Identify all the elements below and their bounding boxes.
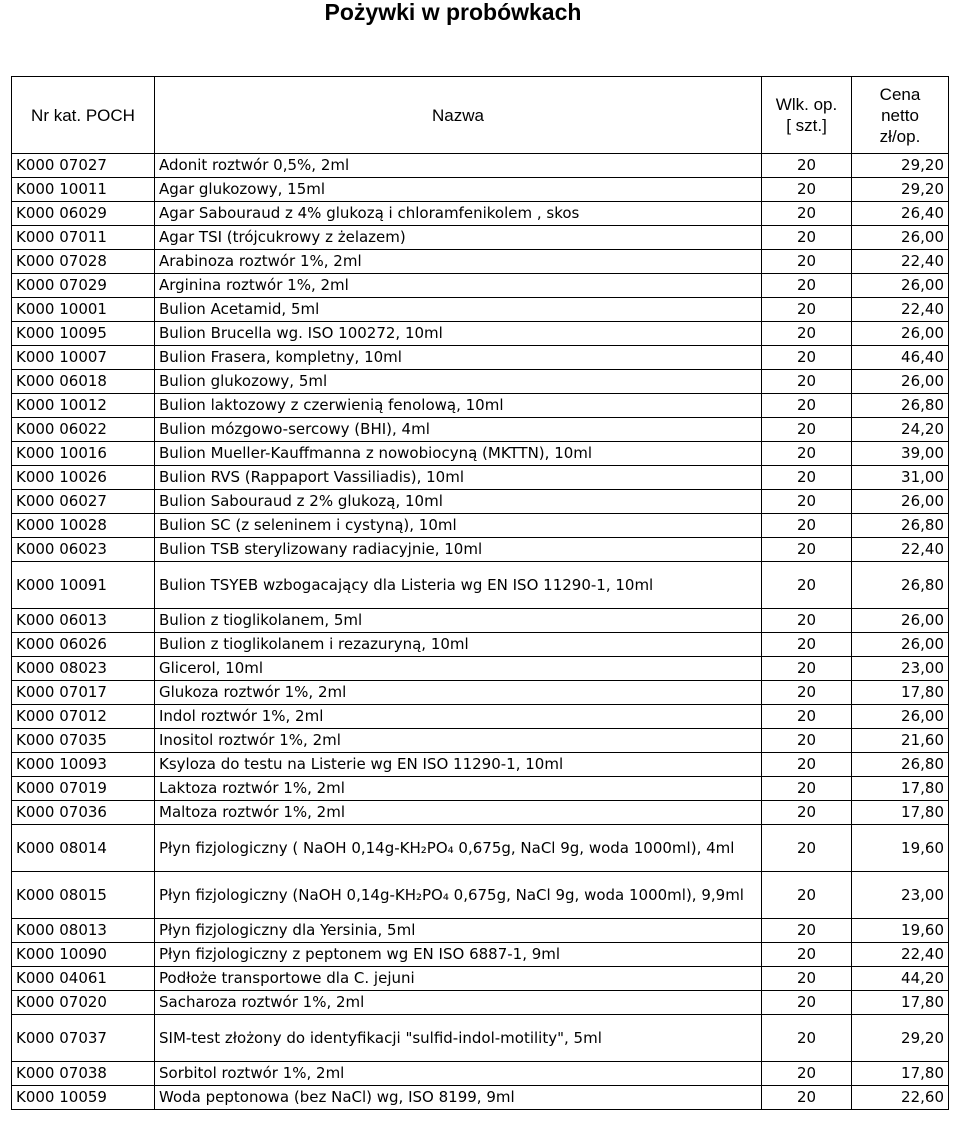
cell-name: SIM-test złożony do identyfikacji "sulfid-indol-motility", 5ml [155, 1015, 762, 1062]
header-code: Nr kat. POCH [12, 77, 155, 154]
cell-name: Bulion laktozowy z czerwienią fenolową, 10ml [155, 394, 762, 418]
cell-name: Inositol roztwór 1%, 2ml [155, 729, 762, 753]
table-body [12, 154, 949, 1110]
cell-qty: 20 [762, 466, 852, 490]
cell-qty: 20 [762, 1086, 852, 1110]
cell-code: K000 07035 [12, 729, 155, 753]
cell-name: Płyn fizjologiczny dla Yersinia, 5ml [155, 919, 762, 943]
cell-qty: 20 [762, 370, 852, 394]
cell-price: 21,60 [852, 729, 949, 753]
cell-qty: 20 [762, 274, 852, 298]
cell-qty: 20 [762, 991, 852, 1015]
cell-qty: 20 [762, 777, 852, 801]
cell-price: 22,40 [852, 298, 949, 322]
cell-code: K000 06029 [12, 202, 155, 226]
table-row [12, 967, 949, 991]
table-row [12, 274, 949, 298]
cell-name: Laktoza roztwór 1%, 2ml [155, 777, 762, 801]
cell-price: 29,20 [852, 154, 949, 178]
table-row [12, 729, 949, 753]
cell-price: 22,40 [852, 538, 949, 562]
table-row [12, 705, 949, 729]
table-row [12, 418, 949, 442]
cell-price: 26,80 [852, 753, 949, 777]
cell-price: 26,80 [852, 514, 949, 538]
cell-price: 17,80 [852, 777, 949, 801]
table-row [12, 322, 949, 346]
cell-qty: 20 [762, 753, 852, 777]
cell-code: K000 08014 [12, 825, 155, 872]
cell-code: K000 04061 [12, 967, 155, 991]
cell-code: K000 06023 [12, 538, 155, 562]
cell-qty: 20 [762, 657, 852, 681]
cell-price: 44,20 [852, 967, 949, 991]
cell-name: Arginina roztwór 1%, 2ml [155, 274, 762, 298]
table-row [12, 226, 949, 250]
cell-qty: 20 [762, 298, 852, 322]
cell-qty: 20 [762, 490, 852, 514]
cell-name: Agar Sabouraud z 4% glukozą i chloramfenikolem , skos [155, 202, 762, 226]
cell-name: Bulion Brucella wg. ISO 100272, 10ml [155, 322, 762, 346]
catalog-table [11, 76, 949, 1110]
cell-price: 29,20 [852, 1015, 949, 1062]
cell-price: 26,80 [852, 562, 949, 609]
cell-code: K000 10026 [12, 466, 155, 490]
cell-name: Płyn fizjologiczny (NaOH 0,14g-KH₂PO₄ 0,675g, NaCl 9g, woda 1000ml), 9,9ml [155, 872, 762, 919]
cell-code: K000 08015 [12, 872, 155, 919]
cell-code: K000 06027 [12, 490, 155, 514]
cell-price: 23,00 [852, 657, 949, 681]
table-row [12, 250, 949, 274]
table-row [12, 777, 949, 801]
cell-price: 17,80 [852, 1062, 949, 1086]
cell-code: K000 06018 [12, 370, 155, 394]
header-price-line2: netto [881, 105, 919, 125]
table-row [12, 538, 949, 562]
header-qty [762, 77, 852, 154]
cell-name: Adonit roztwór 0,5%, 2ml [155, 154, 762, 178]
cell-code: K000 08013 [12, 919, 155, 943]
cell-qty: 20 [762, 322, 852, 346]
cell-price: 22,40 [852, 250, 949, 274]
cell-name: Arabinoza roztwór 1%, 2ml [155, 250, 762, 274]
cell-code: K000 10093 [12, 753, 155, 777]
cell-name: Sacharoza roztwór 1%, 2ml [155, 991, 762, 1015]
cell-code: K000 07019 [12, 777, 155, 801]
cell-qty: 20 [762, 825, 852, 872]
cell-code: K000 06026 [12, 633, 155, 657]
cell-qty: 20 [762, 346, 852, 370]
table-row [12, 801, 949, 825]
cell-qty: 20 [762, 202, 852, 226]
cell-name: Glukoza roztwór 1%, 2ml [155, 681, 762, 705]
cell-code: K000 10007 [12, 346, 155, 370]
cell-name: Podłoże transportowe dla C. jejuni [155, 967, 762, 991]
cell-qty: 20 [762, 872, 852, 919]
cell-name: Ksyloza do testu na Listerie wg EN ISO 11290-1, 10ml [155, 753, 762, 777]
cell-name: Bulion TSB sterylizowany radiacyjnie, 10ml [155, 538, 762, 562]
cell-qty: 20 [762, 705, 852, 729]
cell-qty: 20 [762, 562, 852, 609]
cell-code: K000 07037 [12, 1015, 155, 1062]
table-row [12, 919, 949, 943]
table-row [12, 943, 949, 967]
table-row [12, 442, 949, 466]
cell-code: K000 10011 [12, 178, 155, 202]
cell-qty: 20 [762, 442, 852, 466]
table-header-row [12, 77, 949, 154]
table-row [12, 178, 949, 202]
header-qty-line2: [ szt.] [786, 116, 827, 135]
cell-price: 22,60 [852, 1086, 949, 1110]
header-price [852, 77, 949, 154]
table-row [12, 633, 949, 657]
cell-name: Maltoza roztwór 1%, 2ml [155, 801, 762, 825]
cell-price: 26,00 [852, 322, 949, 346]
table-row [12, 872, 949, 919]
cell-price: 26,00 [852, 609, 949, 633]
cell-price: 17,80 [852, 681, 949, 705]
cell-price: 17,80 [852, 801, 949, 825]
cell-name: Bulion RVS (Rappaport Vassiliadis), 10ml [155, 466, 762, 490]
cell-price: 26,00 [852, 633, 949, 657]
cell-price: 26,00 [852, 705, 949, 729]
cell-price: 26,40 [852, 202, 949, 226]
cell-name: Indol roztwór 1%, 2ml [155, 705, 762, 729]
cell-qty: 20 [762, 538, 852, 562]
cell-name: Bulion glukozowy, 5ml [155, 370, 762, 394]
table-row [12, 202, 949, 226]
cell-name: Agar TSI (trójcukrowy z żelazem) [155, 226, 762, 250]
cell-name: Agar glukozowy, 15ml [155, 178, 762, 202]
header-name: Nazwa [155, 77, 762, 154]
cell-name: Woda peptonowa (bez NaCl) wg, ISO 8199, 9ml [155, 1086, 762, 1110]
table-row [12, 394, 949, 418]
cell-code: K000 07011 [12, 226, 155, 250]
cell-code: K000 10001 [12, 298, 155, 322]
cell-code: K000 07020 [12, 991, 155, 1015]
cell-qty: 20 [762, 1062, 852, 1086]
cell-price: 19,60 [852, 919, 949, 943]
cell-name: Bulion z tioglikolanem i rezazuryną, 10ml [155, 633, 762, 657]
cell-code: K000 10016 [12, 442, 155, 466]
cell-code: K000 07012 [12, 705, 155, 729]
cell-price: 29,20 [852, 178, 949, 202]
cell-qty: 20 [762, 514, 852, 538]
cell-qty: 20 [762, 418, 852, 442]
cell-price: 23,00 [852, 872, 949, 919]
cell-name: Bulion SC (z seleninem i cystyną), 10ml [155, 514, 762, 538]
table-row [12, 466, 949, 490]
cell-price: 26,00 [852, 370, 949, 394]
cell-qty: 20 [762, 226, 852, 250]
table-row [12, 298, 949, 322]
header-qty-line1: Wlk. op. [775, 95, 838, 114]
table-row [12, 681, 949, 705]
cell-qty: 20 [762, 1015, 852, 1062]
cell-qty: 20 [762, 919, 852, 943]
cell-name: Bulion z tioglikolanem, 5ml [155, 609, 762, 633]
cell-name: Płyn fizjologiczny ( NaOH 0,14g-KH₂PO₄ 0,675g, NaCl 9g, woda 1000ml), 4ml [155, 825, 762, 872]
cell-price: 22,40 [852, 943, 949, 967]
cell-price: 17,80 [852, 991, 949, 1015]
table-row [12, 1062, 949, 1086]
cell-code: K000 07028 [12, 250, 155, 274]
cell-qty: 20 [762, 250, 852, 274]
cell-code: K000 10028 [12, 514, 155, 538]
cell-price: 39,00 [852, 442, 949, 466]
cell-qty: 20 [762, 178, 852, 202]
cell-code: K000 07038 [12, 1062, 155, 1086]
cell-name: Bulion TSYEB wzbogacający dla Listeria wg EN ISO 11290-1, 10ml [155, 562, 762, 609]
cell-price: 19,60 [852, 825, 949, 872]
cell-code: K000 08023 [12, 657, 155, 681]
cell-name: Glicerol, 10ml [155, 657, 762, 681]
page-title: Pożywki w probówkach [324, 0, 582, 25]
header-price-line1: Cena [879, 84, 921, 104]
cell-qty: 20 [762, 154, 852, 178]
cell-price: 46,40 [852, 346, 949, 370]
table-row [12, 609, 949, 633]
cell-code: K000 06022 [12, 418, 155, 442]
cell-code: K000 07017 [12, 681, 155, 705]
cell-name: Płyn fizjologiczny z peptonem wg EN ISO 6887-1, 9ml [155, 943, 762, 967]
table-row [12, 490, 949, 514]
cell-code: K000 10059 [12, 1086, 155, 1110]
cell-qty: 20 [762, 943, 852, 967]
table-row [12, 657, 949, 681]
cell-price: 26,00 [852, 490, 949, 514]
table-row [12, 1015, 949, 1062]
header-price-line3: zł/op. [879, 126, 921, 146]
cell-qty: 20 [762, 633, 852, 657]
cell-price: 26,80 [852, 394, 949, 418]
cell-qty: 20 [762, 609, 852, 633]
cell-name: Sorbitol roztwór 1%, 2ml [155, 1062, 762, 1086]
table-row [12, 370, 949, 394]
cell-qty: 20 [762, 681, 852, 705]
cell-price: 24,20 [852, 418, 949, 442]
cell-name: Bulion Sabouraud z 2% glukozą, 10ml [155, 490, 762, 514]
cell-code: K000 06013 [12, 609, 155, 633]
table-row [12, 346, 949, 370]
cell-code: K000 07027 [12, 154, 155, 178]
table-row [12, 825, 949, 872]
cell-code: K000 07029 [12, 274, 155, 298]
cell-name: Bulion Acetamid, 5ml [155, 298, 762, 322]
table-row [12, 991, 949, 1015]
cell-code: K000 10012 [12, 394, 155, 418]
cell-qty: 20 [762, 801, 852, 825]
cell-code: K000 10090 [12, 943, 155, 967]
cell-qty: 20 [762, 394, 852, 418]
table-row [12, 1086, 949, 1110]
cell-code: K000 07036 [12, 801, 155, 825]
table-row [12, 154, 949, 178]
cell-price: 31,00 [852, 466, 949, 490]
cell-code: K000 10095 [12, 322, 155, 346]
table-row [12, 562, 949, 609]
cell-code: K000 10091 [12, 562, 155, 609]
cell-price: 26,00 [852, 226, 949, 250]
cell-price: 26,00 [852, 274, 949, 298]
cell-name: Bulion Frasera, kompletny, 10ml [155, 346, 762, 370]
cell-name: Bulion Mueller-Kauffmanna z nowobiocyną (MKTTN), 10ml [155, 442, 762, 466]
cell-qty: 20 [762, 729, 852, 753]
table-row [12, 514, 949, 538]
cell-qty: 20 [762, 967, 852, 991]
cell-name: Bulion mózgowo-sercowy (BHI), 4ml [155, 418, 762, 442]
table-row [12, 753, 949, 777]
